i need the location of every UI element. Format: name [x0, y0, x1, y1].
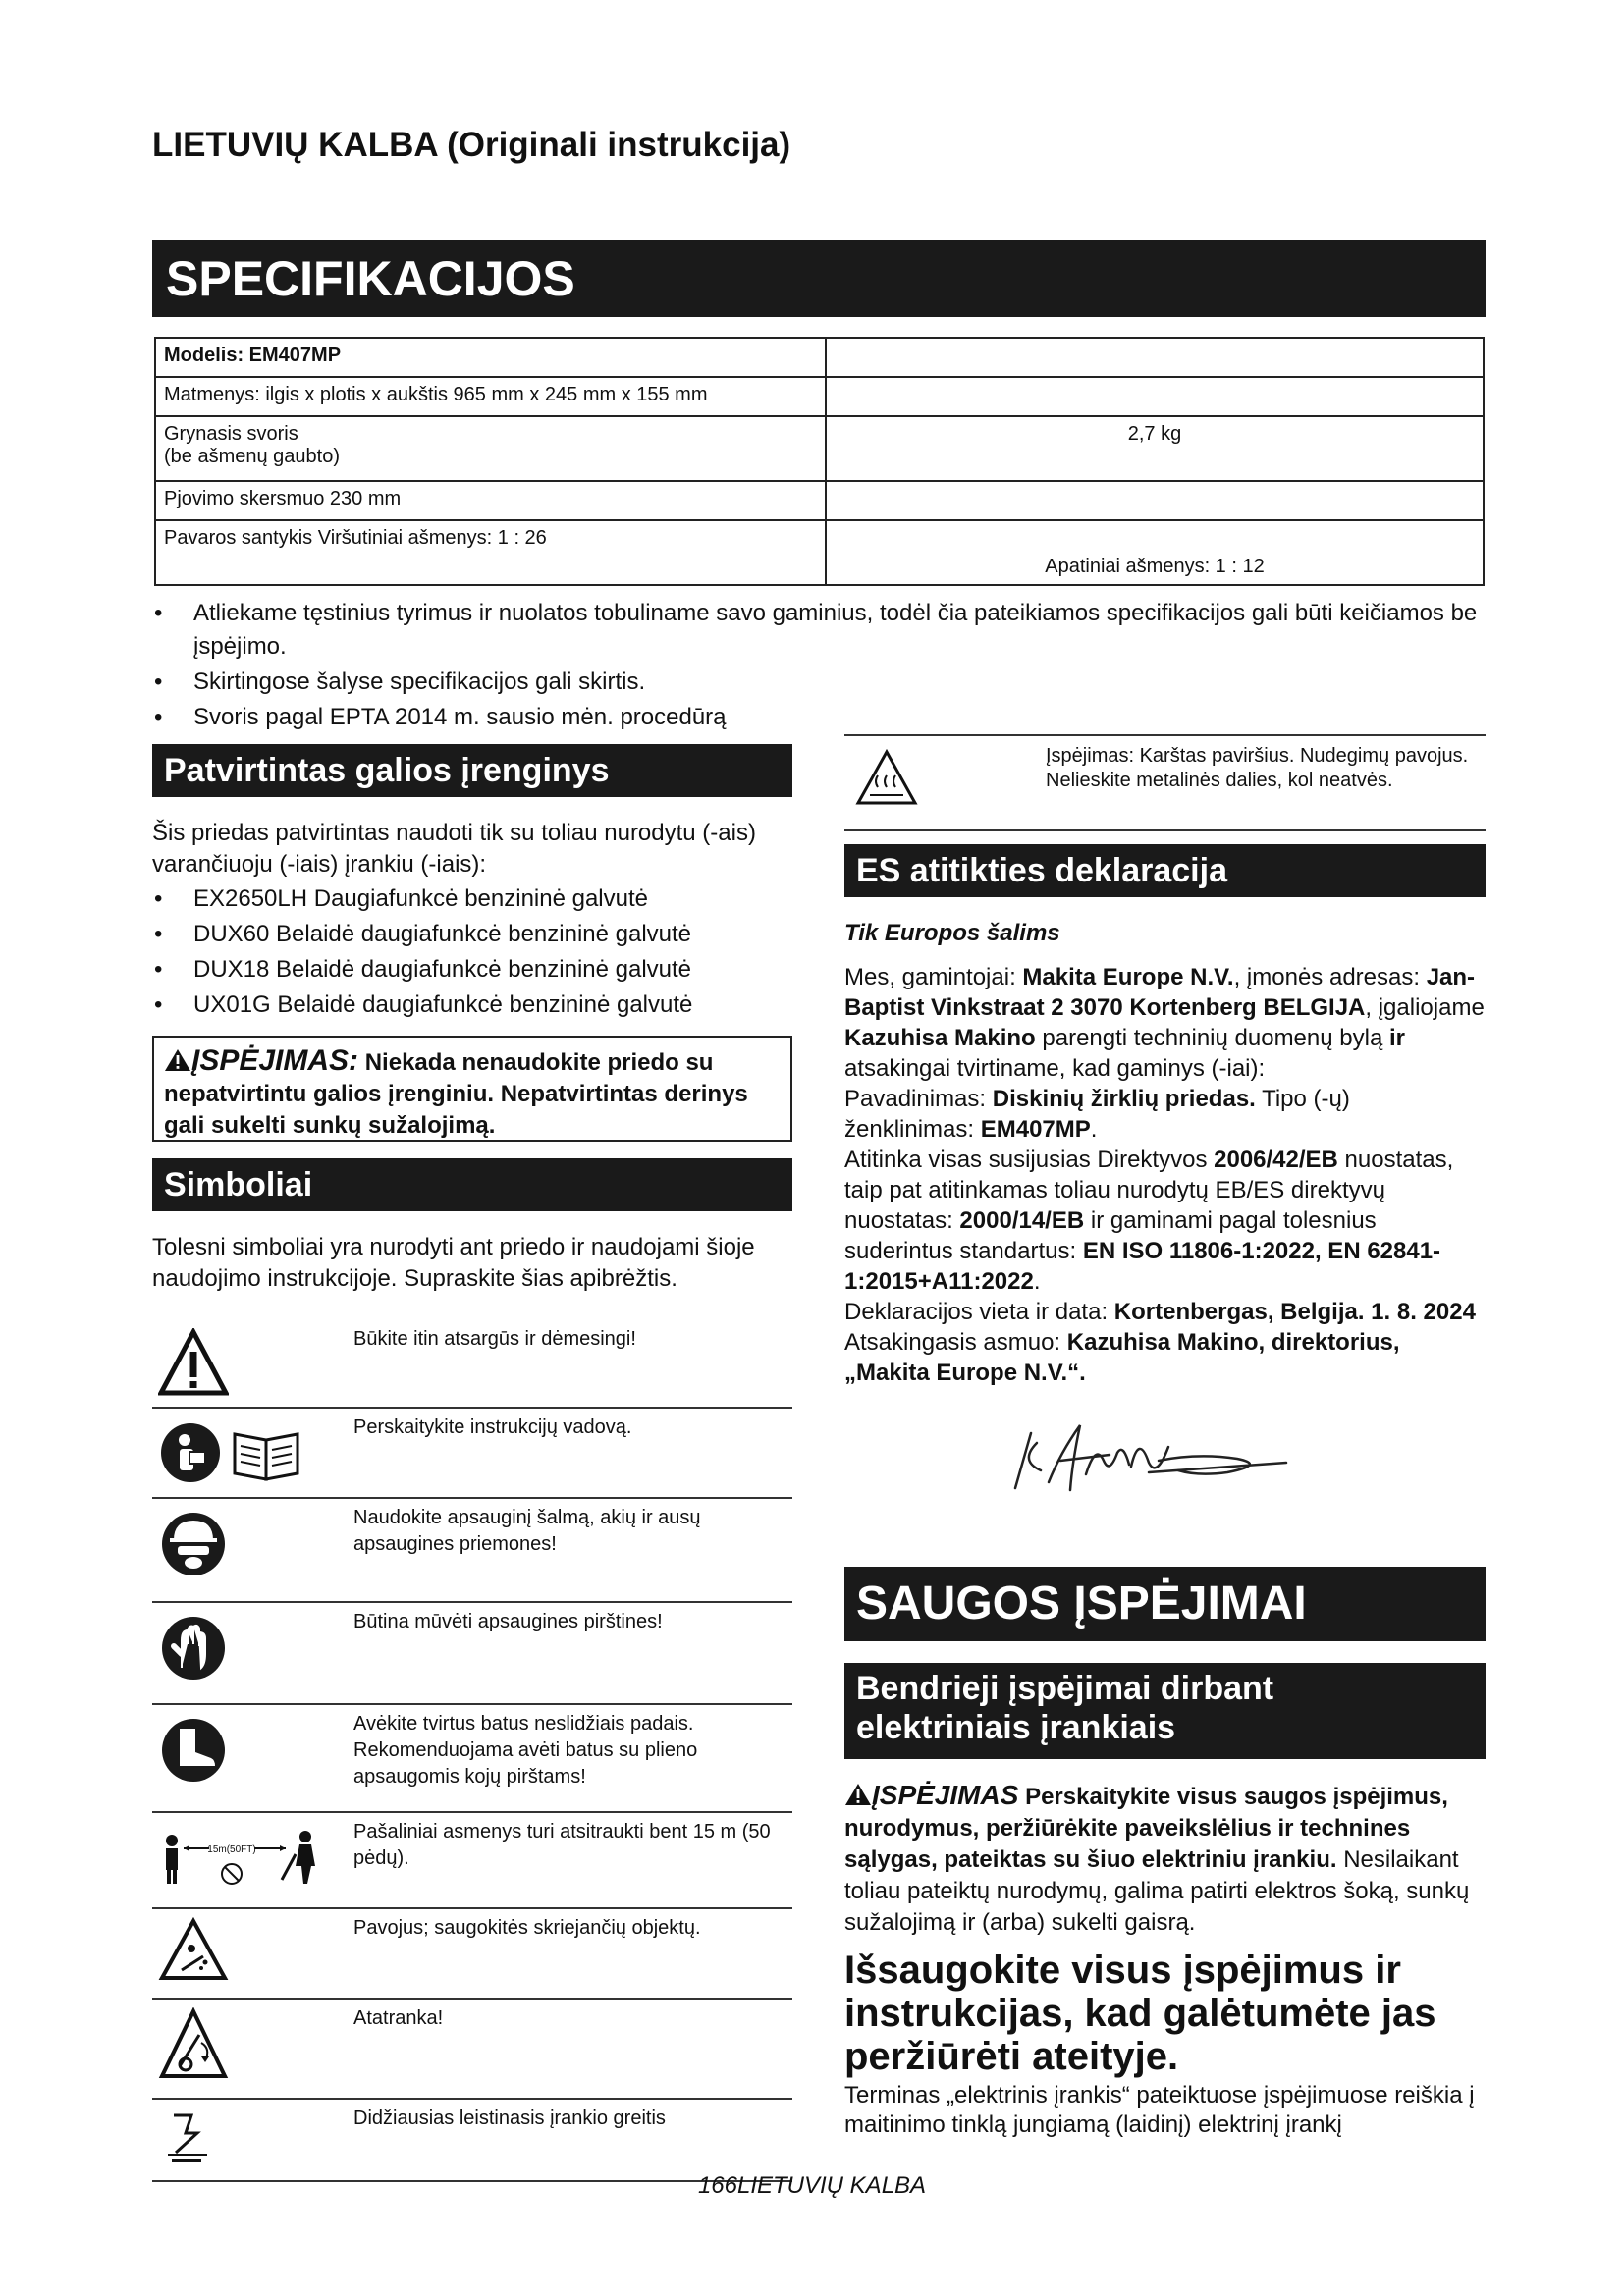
approved-list: [152, 883, 792, 1021]
list-item: • Skirtingose šalyse specifikacijos gali skirtis.: [152, 666, 1488, 699]
warning-triangle-icon: [844, 1783, 872, 1806]
language-title: LIETUVIŲ KALBA (Originali instrukcija): [152, 126, 791, 164]
table-row: [152, 2000, 792, 2100]
spec-net-weight-note: (be ašmenų gaubto): [164, 446, 341, 467]
symbol-description: Būkite itin atsargūs ir dėmesingi!: [353, 1328, 636, 1350]
table-row: [155, 338, 1484, 377]
table-row: [155, 520, 1484, 585]
safety-warning-bold: Perskaitykite visus saugos įspėjimus, nurodymus, peržiūrėkite paveikslėlius ir technines sąlygas, pateiktas su šiuo elektriniu įrankiu.: [844, 1784, 1448, 1873]
hot-surface-symbol-row: [844, 734, 1486, 831]
symbol-description: Naudokite apsauginį šalmą, akių ir ausų apsaugines priemones!: [353, 1507, 701, 1555]
approved-warning-text: Niekada nenaudokite priedo su nepatvirtintu galios įrenginiu. Nepatvirtintas derinys gali sukelti sunkų sužalojimą.: [164, 1049, 748, 1139]
warning-triangle-icon: [158, 1328, 229, 1397]
kickback-icon: [158, 2007, 229, 2082]
safety-warnings-heading: SAUGOS ĮSPĖJIMAI: [844, 1567, 1486, 1641]
symbol-description: Didžiausias leistinasis įrankio greitis: [353, 2108, 666, 2129]
keep-distance-icon: [158, 1821, 325, 1890]
list-item: • EX2650LH Daugiafunkcė benzininė galvutė: [152, 883, 792, 915]
table-row: [152, 2100, 792, 2182]
list-item: • UX01G Belaidė daugiafunkcė benzininė galvutė: [152, 989, 792, 1021]
gloves-icon: [158, 1611, 229, 1682]
hot-surface-icon: [854, 748, 919, 807]
table-row: [152, 1409, 792, 1499]
symbol-description: Avėkite tvirtus batus neslidžiais padais. Rekomenduojama avėti batus su plieno apsaugomis kojų pirštams!: [353, 1713, 698, 1788]
declaration-paragraph: Atitinka visas susijusias Direktyvos 2006/42/EB nuostatas, taip pat atitinkamas toliau nurodytų EB/ES direktyvų nuostatas: 2000/14/EB ir gaminami pagal tolesnius suderintus standartus: EN ISO 11806-1:2022, EN 62841-1:2015+A11:2022.: [844, 1147, 1454, 1295]
max-speed-icon: [158, 2108, 217, 2166]
distance-label: 15m(50FT): [207, 1844, 256, 1855]
table-row: [155, 377, 1484, 416]
table-row: [152, 1499, 792, 1603]
specifications-heading: SPECIFIKACIJOS: [152, 240, 1486, 317]
declaration-text: [844, 962, 1486, 1388]
symbol-description: Perskaitykite instrukcijų vadovą.: [353, 1416, 632, 1438]
symbol-description: Atatranka!: [353, 2007, 444, 2029]
table-row: [152, 1705, 792, 1813]
spec-value: [826, 481, 1484, 520]
read-manual-icon: [158, 1416, 325, 1487]
spec-cutting-diameter: Pjovimo skersmuo 230 mm: [155, 481, 826, 520]
page-footer: 166LIETUVIŲ KALBA: [697, 2172, 927, 2199]
list-item: • Svoris pagal EPTA 2014 m. sausio mėn. procedūrą: [152, 701, 1488, 734]
declaration-heading: ES atitikties deklaracija: [844, 844, 1486, 897]
specifications-table: [154, 337, 1485, 586]
warning-triangle-icon: [164, 1048, 191, 1072]
warning-word: ĮSPĖJIMAS: [872, 1780, 1019, 1810]
safety-boots-icon: [158, 1713, 229, 1784]
symbols-heading: Simboliai: [152, 1158, 792, 1211]
helmet-eye-ear-protection-icon: [158, 1507, 229, 1577]
power-tool-term-text: Terminas „elektrinis įrankis“ pateiktuose įspėjimuose reiškia į maitinimo tinklą jungiamą (laidinį) elektrinį įrankį: [844, 2082, 1475, 2138]
general-warnings-heading-line: Bendrieji įspėjimai dirbant: [856, 1670, 1274, 1707]
spec-value: [826, 377, 1484, 416]
declaration-paragraph: Mes, gamintojai: Makita Europe N.V., įmonės adresas: Jan-Baptist Vinkstraat 2 3070 Kortenberg BELGIJA, įgaliojame Kazuhisa Makino parengti techninių duomenų bylą ir atsakingai tvirtiname, kad gaminys (-iai):: [844, 964, 1485, 1082]
table-row: [155, 416, 1484, 481]
symbols-intro: Tolesni simboliai yra nurodyti ant priedo ir naudojami šioje naudojimo instrukcijoje. Supraskite šias apibrėžtis.: [152, 1234, 755, 1292]
spec-model: Modelis: EM407MP: [155, 338, 826, 377]
general-warnings-heading-line: elektriniais įrankiais: [856, 1709, 1176, 1746]
spec-net-weight-value: 2,7 kg: [826, 416, 1484, 481]
list-item: • DUX60 Belaidė daugiafunkcė benzininė galvutė: [152, 919, 792, 950]
approved-intro: Šis priedas patvirtintas naudoti tik su toliau nurodytu (-ais) varančiuoju (-iais) įrankiu (-iais):: [152, 820, 756, 878]
keep-instructions-heading: Išsaugokite visus įspėjimus ir instrukcijas, kad galėtumėte jas peržiūrėti ateityje.: [844, 1949, 1436, 2078]
table-row: [152, 1603, 792, 1705]
table-row: [152, 1813, 792, 1909]
symbol-description: Būtina mūvėti apsaugines pirštines!: [353, 1611, 663, 1632]
spec-gear-ratio-lower: Apatiniai ašmenys: 1 : 12: [826, 520, 1484, 585]
signature: [1001, 1414, 1296, 1502]
spec-value: [826, 338, 1484, 377]
spec-gear-ratio: Pavaros santykis Viršutiniai ašmenys: 1 : 26: [155, 520, 826, 585]
table-row: [155, 481, 1484, 520]
spec-net-weight: [155, 416, 826, 481]
declaration-paragraph: Pavadinimas: Diskinių žirklių priedas. Tipo (-ų) ženklinimas: EM407MP.: [844, 1086, 1350, 1143]
symbols-table: [152, 1320, 792, 2182]
spec-net-weight-label: Grynasis svoris: [164, 423, 298, 445]
list-item: • Atliekame tęstinius tyrimus ir nuolatos tobuliname savo gaminius, todėl čia pateikiamos specifikacijos gali būti keičiamos be įspėjimo.: [152, 597, 1488, 664]
symbol-description: Pavojus; saugokitės skriejančių objektų.: [353, 1917, 701, 1939]
flying-objects-icon: [158, 1917, 229, 1982]
declaration-paragraph: Atsakingasis asmuo: Kazuhisa Makino, direktorius, „Makita Europe N.V.“.: [844, 1329, 1400, 1386]
approved-warning-box: [152, 1036, 792, 1142]
warning-word: ĮSPĖJIMAS:: [191, 1044, 359, 1077]
declaration-subtitle: Tik Europos šalims: [844, 920, 1060, 946]
hot-surface-description: Įspėjimas: Karštas paviršius. Nudegimų pavojus. Nelieskite metalinės dalies, kol neatvės.: [1046, 745, 1469, 791]
safety-warning-text: Nesilaikant toliau pateiktų nurodymų, galima patirti elektros šoką, sunkų sužalojimą ir (arba) sukelti gaisrą.: [844, 1846, 1470, 1936]
spec-dimensions: Matmenys: ilgis x plotis x aukštis 965 mm x 245 mm x 155 mm: [155, 377, 826, 416]
general-warnings-heading: [844, 1663, 1486, 1759]
declaration-paragraph: Deklaracijos vieta ir data: Kortenbergas, Belgija. 1. 8. 2024: [844, 1299, 1476, 1325]
safety-warning-block: [844, 1780, 1486, 1939]
list-item: • DUX18 Belaidė daugiafunkcė benzininė galvutė: [152, 954, 792, 986]
spec-notes: [152, 597, 1488, 734]
table-row: [152, 1320, 792, 1409]
symbol-description: Pašaliniai asmenys turi atsitraukti bent 15 m (50 pėdų).: [353, 1821, 771, 1869]
table-row: [152, 1909, 792, 2000]
approved-power-unit-heading: Patvirtintas galios įrenginys: [152, 744, 792, 797]
